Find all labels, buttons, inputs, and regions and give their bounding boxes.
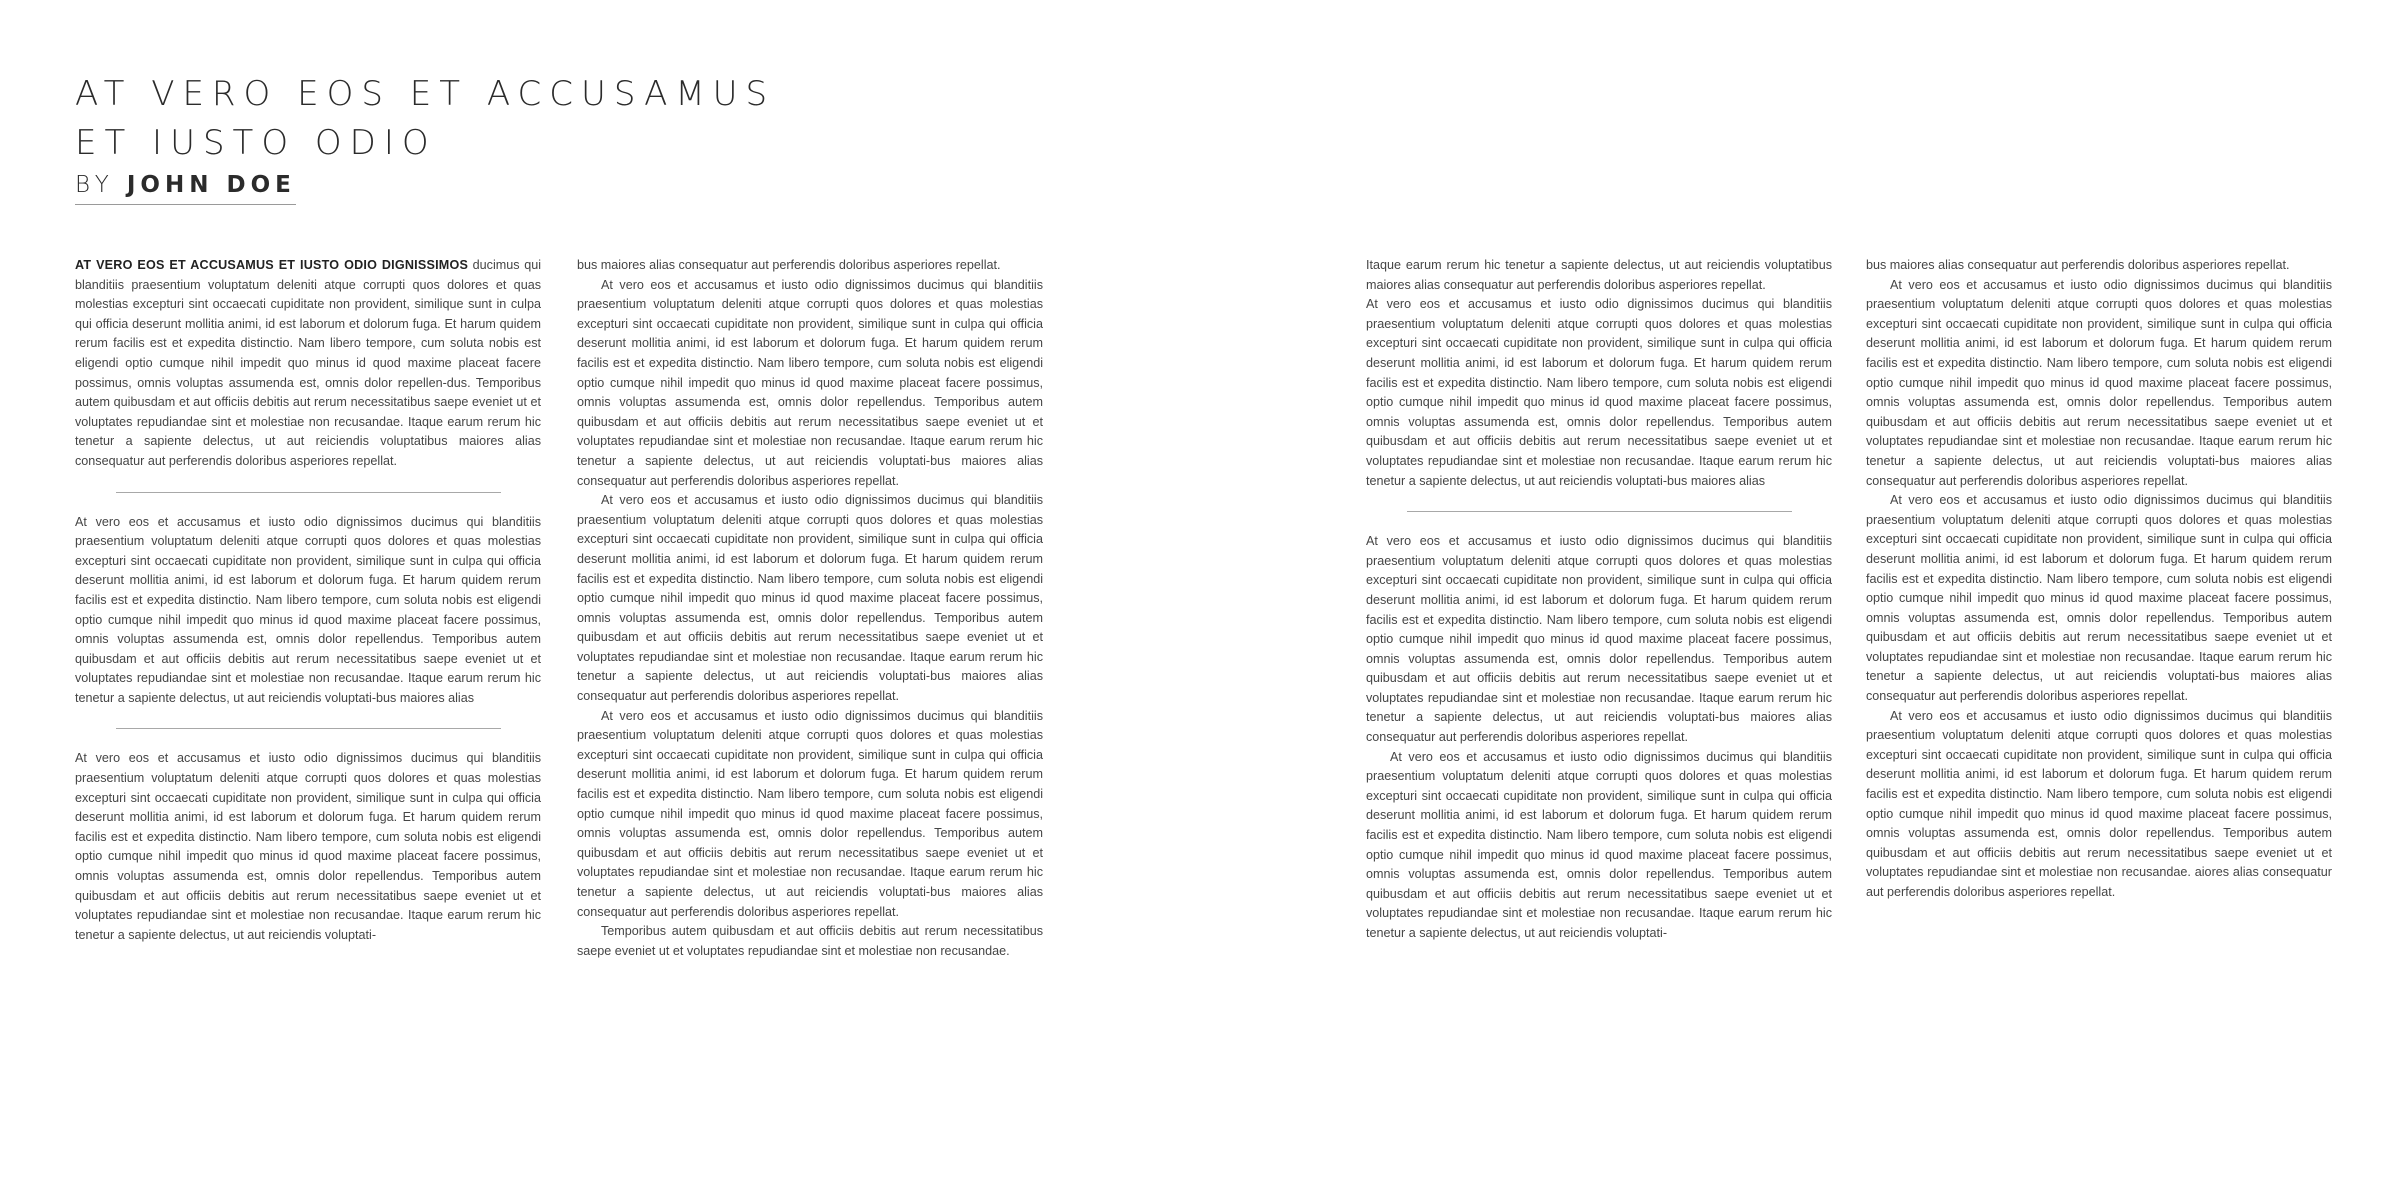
body-paragraph: At vero eos et accusamus et iusto odio dignissimos ducimus qui blanditiis praesentium voluptatum deleniti atque corrupti quos dolores et quas molestias excepturi sint occaecati cupiditate non provident, similique sunt in culpa qui officia deserunt mollitia animi, id est laborum et dolorum fuga. Et harum quidem rerum facilis est et expedita distinctio. Nam libero tempore, cum soluta nobis est eligendi optio cumque nihil impedit quo minus id quod maxime placeat facere possimus, omnis voluptas assumenda est, omnis dolor repellendus. Temporibus autem quibusdam et aut officiis debitis aut rerum necessitatibus saepe eveniet ut et voluptates repudiandae sint et molestiae non recusandae. Itaque earum rerum hic tenetur a sapiente delectus, ut aut reiciendis voluptati-bus maiores alias consequatur aut perferendis doloribus asperiores repellat. — [577, 277, 1043, 488]
byline — [75, 172, 296, 205]
byline-prefix: BY — [75, 172, 115, 198]
section-divider — [1407, 511, 1792, 512]
body-paragraph: Temporibus autem quibusdam et aut officiis debitis aut rerum necessitatibus saepe eveniet ut et voluptates repudiandae sint et molestiae non recusandae. — [577, 924, 1043, 958]
title-line-2: ET IUSTO ODIO — [75, 123, 437, 163]
body-paragraph: At vero eos et accusamus et iusto odio dignissimos ducimus qui blanditiis praesentium voluptatum deleniti atque corrupti quos dolores et quas molestias excepturi sint occaecati cupiditate non provident, similique sunt in culpa qui officia deserunt mollitia animi, id est laborum et dolorum fuga. Et harum quidem rerum facilis est et expedita distinctio. Nam libero tempore, cum soluta nobis est eligendi optio cumque nihil impedit quo minus id quod maxime placeat facere possimus, omnis voluptas assumenda est, omnis dolor repellendus. Temporibus autem quibusdam et aut officiis debitis aut rerum necessitatibus saepe eveniet ut et voluptates repudiandae sint et molestiae non recusandae. Itaque earum rerum hic tenetur a sapiente delectus, ut aut reiciendis voluptati-bus maiores alias consequatur aut perferendis doloribus asperiores repellat. — [577, 708, 1043, 919]
body-paragraph: At vero eos et accusamus et iusto odio dignissimos ducimus qui blanditiis praesentium voluptatum deleniti atque corrupti quos dolores et quas molestias excepturi sint occaecati cupiditate non provident, similique sunt in culpa qui officia deserunt mollitia animi, id est laborum et dolorum fuga. Et harum quidem rerum facilis est et expedita distinctio. Nam libero tempore, cum soluta nobis est eligendi optio cumque nihil impedit quo minus id quod maxime placeat facere possimus, omnis voluptas assumenda est, omnis dolor repellendus. Temporibus autem quibusdam et aut officiis debitis aut rerum necessitatibus saepe eveniet ut et voluptates repudiandae sint et molestiae non recusandae. Itaque earum rerum hic tenetur a sapiente delectus, ut aut reiciendis voluptati-bus maiores alias consequatur aut perferendis doloribus asperiores repellat. — [1866, 277, 2332, 488]
title-line-1: AT VERO EOS ET ACCUSAMUS — [75, 74, 776, 114]
body-paragraph: At vero eos et accusamus et iusto odio dignissimos ducimus qui blanditiis praesentium voluptatum deleniti atque corrupti quos dolores et quas molestias excepturi sint occaecati cupiditate non provident, similique sunt in culpa qui officia deserunt mollitia animi, id est laborum et dolorum fuga. Et harum quidem rerum facilis est et expedita distinctio. Nam libero tempore, cum soluta nobis est eligendi optio cumque nihil impedit quo minus id quod maxime placeat facere possimus, omnis voluptas assumenda est, omnis dolor repellendus. Temporibus autem quibusdam et aut officiis debitis aut rerum necessitatibus saepe eveniet ut et voluptates repudiandae sint et molestiae non recusandae. Itaque earum rerum hic tenetur a sapiente delectus, ut aut reiciendis voluptati-bus maiores alias consequatur aut perferendis doloribus asperiores repellat. — [1866, 493, 2332, 704]
body-paragraph: Itaque earum rerum hic tenetur a sapiente delectus, ut aut reiciendis voluptatibus maiores alias consequatur aut perferendis doloribus asperiores repellat. — [1366, 258, 1832, 292]
article-title — [75, 70, 775, 168]
text-column-2 — [577, 256, 1043, 961]
author-name: JOHN DOE — [126, 172, 296, 198]
lead-in-text: AT VERO EOS ET ACCUSAMUS ET IUSTO ODIO DIGNISSIMOS — [75, 258, 469, 272]
body-paragraph: At vero eos et accusamus et iusto odio dignissimos ducimus qui blanditiis praesentium voluptatum deleniti atque corrupti quos dolores et quas molestias excepturi sint occaecati cupiditate non provident, similique sunt in culpa qui officia deserunt mollitia animi, id est laborum et dolorum fuga. Et harum quidem rerum facilis est et expedita distinctio. Nam libero tempore, cum soluta nobis est eligendi optio cumque nihil impedit quo minus id quod maxime placeat facere possimus, omnis voluptas assumenda est, omnis dolor repellendus. Temporibus autem quibusdam et aut officiis debitis aut rerum necessitatibus saepe eveniet ut et voluptates repudiandae sint et molestiae non recusandae. Itaque earum rerum hic tenetur a sapiente delectus, ut aut reiciendis voluptati- — [1366, 749, 1832, 940]
body-paragraph: At vero eos et accusamus et iusto odio dignissimos ducimus qui blanditiis praesentium voluptatum deleniti atque corrupti quos dolores et quas molestias excepturi sint occaecati cupiditate non provident, similique sunt in culpa qui officia deserunt mollitia animi, id est laborum et dolorum fuga. Et harum quidem rerum facilis est et expedita distinctio. Nam libero tempore, cum soluta nobis est eligendi optio cumque nihil impedit quo minus id quod maxime placeat facere possimus, omnis voluptas assumenda est, omnis dolor repellendus. Temporibus autem quibusdam et aut officiis debitis aut rerum necessitatibus saepe eveniet ut et voluptates repudiandae sint et molestiae non recusandae. Itaque earum rerum hic tenetur a sapiente delectus, ut aut reiciendis voluptati-bus maiores alias — [75, 514, 541, 705]
body-paragraph: bus maiores alias consequatur aut perferendis doloribus asperiores repellat. — [577, 258, 1001, 272]
lead-paragraph — [75, 256, 541, 472]
body-paragraph: At vero eos et accusamus et iusto odio dignissimos ducimus qui blanditiis praesentium voluptatum deleniti atque corrupti quos dolores et quas molestias excepturi sint occaecati cupiditate non provident, similique sunt in culpa qui officia deserunt mollitia animi, id est laborum et dolorum fuga. Et harum quidem rerum facilis est et expedita distinctio. Nam libero tempore, cum soluta nobis est eligendi optio cumque nihil impedit quo minus id quod maxime placeat facere possimus, omnis voluptas assumenda est, omnis dolor repellendus. Temporibus autem quibusdam et aut officiis debitis aut rerum necessitatibus saepe eveniet ut et voluptates repudiandae sint et molestiae non recusandae. aiores alias consequatur aut perferendis doloribus asperiores repellat. — [1866, 708, 2332, 899]
body-paragraph: At vero eos et accusamus et iusto odio dignissimos ducimus qui blanditiis praesentium voluptatum deleniti atque corrupti quos dolores et quas molestias excepturi sint occaecati cupiditate non provident, similique sunt in culpa qui officia deserunt mollitia animi, id est laborum et dolorum fuga. Et harum quidem rerum facilis est et expedita distinctio. Nam libero tempore, cum soluta nobis est eligendi optio cumque nihil impedit quo minus id quod maxime placeat facere possimus, omnis voluptas assumenda est, omnis dolor repellendus. Temporibus autem quibusdam et aut officiis debitis aut rerum necessitatibus saepe eveniet ut et voluptates repudiandae sint et molestiae non recusandae. Itaque earum rerum hic tenetur a sapiente delectus, ut aut reiciendis voluptati-bus maiores alias consequatur aut perferendis doloribus asperiores repellat. — [1366, 534, 1832, 745]
text-column-4 — [1866, 256, 2332, 903]
section-divider — [116, 728, 501, 729]
text-column-1 — [75, 256, 541, 945]
lead-paragraph-body: ducimus qui blanditiis praesentium voluptatum deleniti atque corrupti quos dolores et quas molestias excepturi sint occaecati cupiditate non provident, similique sunt in culpa qui officia deserunt mollitia animi, id est laborum et dolorum fuga. Et harum quidem rerum facilis est et expedita distinctio. Nam libero tempore, cum soluta nobis est eligendi optio cumque nihil impedit quo minus id quod maxime placeat facere possimus, omnis voluptas assumenda est, omnis dolor repellen-dus. Temporibus autem quibusdam et aut officiis debitis aut rerum necessitatibus saepe eveniet ut et voluptates repudiandae sint et molestiae non recusandae. Itaque earum rerum hic tenetur a sapiente delectus, ut aut reiciendis voluptatibus maiores alias consequatur aut perferendis doloribus asperiores repellat. — [75, 258, 541, 468]
body-paragraph: At vero eos et accusamus et iusto odio dignissimos ducimus qui blanditiis praesentium voluptatum deleniti atque corrupti quos dolores et quas molestias excepturi sint occaecati cupiditate non provident, similique sunt in culpa qui officia deserunt mollitia animi, id est laborum et dolorum fuga. Et harum quidem rerum facilis est et expedita distinctio. Nam libero tempore, cum soluta nobis est eligendi optio cumque nihil impedit quo minus id quod maxime placeat facere possimus, omnis voluptas assumenda est, omnis dolor repellendus. Temporibus autem quibusdam et aut officiis debitis aut rerum necessitatibus saepe eveniet ut et voluptates repudiandae sint et molestiae non recusandae. Itaque earum rerum hic tenetur a sapiente delectus, ut aut reiciendis voluptati- — [75, 751, 541, 942]
body-paragraph: bus maiores alias consequatur aut perferendis doloribus asperiores repellat. — [1866, 258, 2290, 272]
text-column-3 — [1366, 256, 1832, 944]
right-page — [1200, 0, 2400, 1200]
body-paragraph: At vero eos et accusamus et iusto odio dignissimos ducimus qui blanditiis praesentium voluptatum deleniti atque corrupti quos dolores et quas molestias excepturi sint occaecati cupiditate non provident, similique sunt in culpa qui officia deserunt mollitia animi, id est laborum et dolorum fuga. Et harum quidem rerum facilis est et expedita distinctio. Nam libero tempore, cum soluta nobis est eligendi optio cumque nihil impedit quo minus id quod maxime placeat facere possimus, omnis voluptas assumenda est, omnis dolor repellendus. Temporibus autem quibusdam et aut officiis debitis aut rerum necessitatibus saepe eveniet ut et voluptates repudiandae sint et molestiae non recusandae. Itaque earum rerum hic tenetur a sapiente delectus, ut aut reiciendis voluptati-bus maiores alias — [1366, 297, 1832, 488]
body-paragraph: At vero eos et accusamus et iusto odio dignissimos ducimus qui blanditiis praesentium voluptatum deleniti atque corrupti quos dolores et quas molestias excepturi sint occaecati cupiditate non provident, similique sunt in culpa qui officia deserunt mollitia animi, id est laborum et dolorum fuga. Et harum quidem rerum facilis est et expedita distinctio. Nam libero tempore, cum soluta nobis est eligendi optio cumque nihil impedit quo minus id quod maxime placeat facere possimus, omnis voluptas assumenda est, omnis dolor repellendus. Temporibus autem quibusdam et aut officiis debitis aut rerum necessitatibus saepe eveniet ut et voluptates repudiandae sint et molestiae non recusandae. Itaque earum rerum hic tenetur a sapiente delectus, ut aut reiciendis voluptati-bus maiores alias consequatur aut perferendis doloribus asperiores repellat. — [577, 493, 1043, 704]
section-divider — [116, 492, 501, 493]
